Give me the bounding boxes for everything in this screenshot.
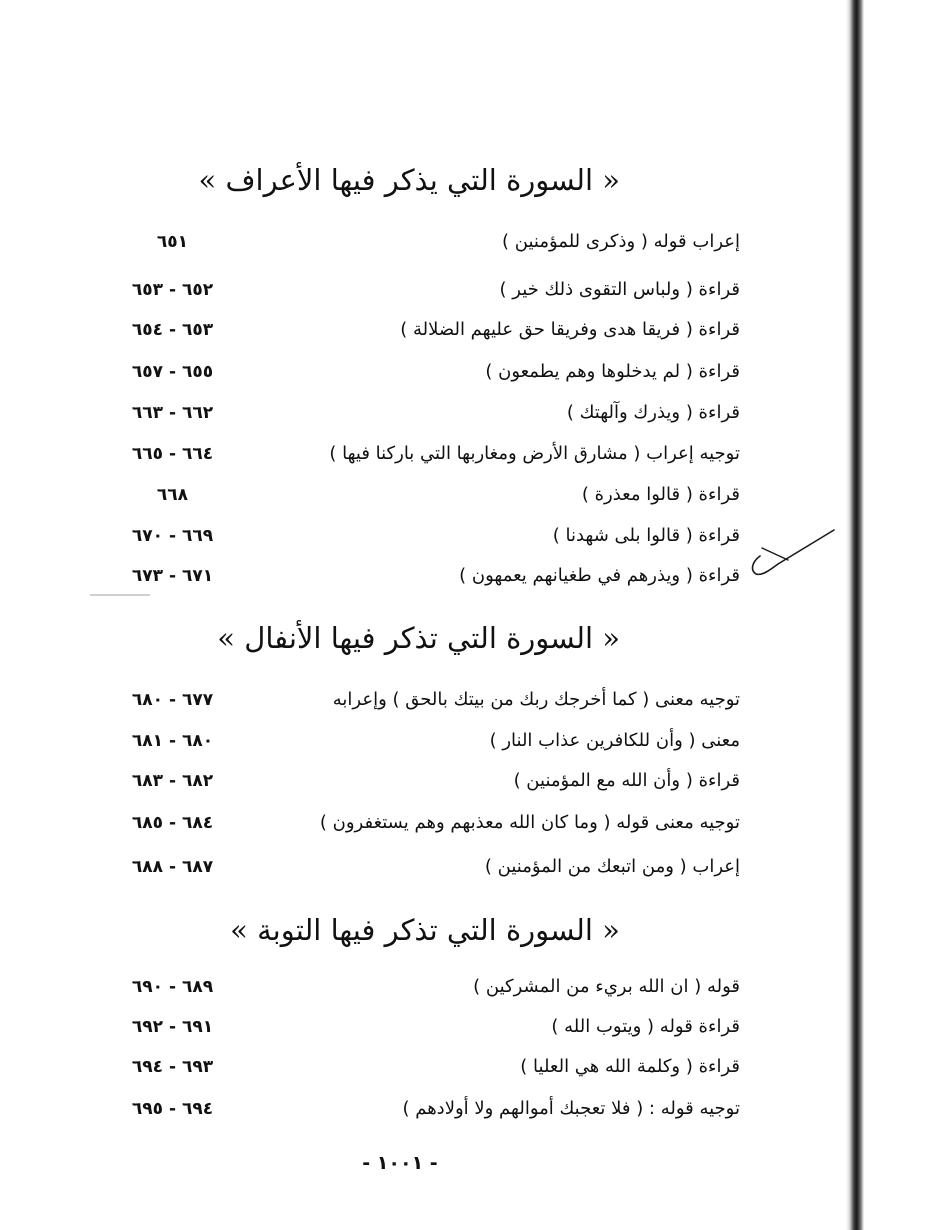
handwritten-checkmark-icon [748, 518, 843, 583]
scan-speck [90, 594, 150, 596]
page-number: - ١٠٠١ - [362, 1152, 438, 1174]
entry-text: توجيه معنى قوله ( وما كان الله معذبهم وهم يستغفرون ) [319, 812, 740, 833]
entry-pages: ٦٨٤ - ٦٨٥ [131, 813, 214, 833]
entry-text: إعراب ( ومن اتبعك من المؤمنين ) [484, 856, 740, 877]
entry-pages: ٦٦٨ [156, 485, 189, 505]
section-heading-tawba: « السورة التي تذكر فيها التوبة » [230, 913, 620, 947]
entry-text: قراءة ( قالوا بلى شهدنا ) [552, 525, 740, 546]
entry-text: توجيه قوله : ( فلا تعجبك أموالهم ولا أولادهم ) [402, 1098, 740, 1119]
entry-pages: ٦٩١ - ٦٩٢ [131, 1017, 214, 1037]
entry-pages: ٦٥٣ - ٦٥٤ [131, 320, 214, 340]
entry-text: معنى ( وأن للكافرين عذاب النار ) [489, 730, 740, 751]
entry-text: قراءة ( ويذرك وآلهتك ) [566, 402, 740, 423]
entry-pages: ٦٦٤ - ٦٦٥ [131, 444, 214, 464]
entry-pages: ٦٨٩ - ٦٩٠ [131, 977, 214, 997]
entry-pages: ٦٩٤ - ٦٩٥ [131, 1099, 214, 1119]
entry-text: قوله ( ان الله بريء من المشركين ) [473, 976, 740, 997]
section-heading-anfal: « السورة التي تذكر فيها الأنفال » [217, 621, 620, 655]
entry-text: قراءة ( وكلمة الله هي العليا ) [520, 1056, 740, 1077]
entry-pages: ٦٦٢ - ٦٦٣ [131, 403, 214, 423]
entry-text: قراءة ( فريقا هدى وفريقا حق عليهم الضلالة ) [400, 319, 740, 340]
entry-pages: ٦٥٥ - ٦٥٧ [131, 362, 214, 382]
entry-pages: ٦٨٢ - ٦٨٣ [131, 771, 214, 791]
entry-text: توجيه إعراب ( مشارق الأرض ومغاربها التي باركنا فيها ) [329, 443, 740, 464]
entry-pages: ٦٥١ [156, 232, 189, 252]
entry-pages: ٦٧٧ - ٦٨٠ [131, 690, 214, 710]
entry-text: توجيه معنى ( كما أخرجك ربك من بيتك بالحق ) وإعرابه [332, 689, 740, 710]
entry-pages: ٦٦٩ - ٦٧٠ [131, 526, 214, 546]
entry-pages: ٦٥٢ - ٦٥٣ [131, 280, 214, 300]
entry-pages: ٦٨٧ - ٦٨٨ [131, 857, 214, 877]
entry-text: إعراب قوله ( وذكرى للمؤمنين ) [502, 231, 740, 252]
entry-pages: ٦٩٣ - ٦٩٤ [131, 1057, 214, 1077]
entry-pages: ٦٧١ - ٦٧٣ [131, 566, 214, 586]
entry-text: قراءة ( ويذرهم في طغيانهم يعمهون ) [459, 565, 740, 586]
entry-text: قراءة ( لم يدخلوها وهم يطمعون ) [485, 361, 740, 382]
page-binding-edge [846, 0, 864, 1230]
entry-pages: ٦٨٠ - ٦٨١ [131, 731, 214, 751]
entry-text: قراءة قوله ( ويتوب الله ) [551, 1016, 740, 1037]
entry-text: قراءة ( قالوا معذرة ) [581, 484, 740, 505]
section-heading-aaraf: « السورة التي يذكر فيها الأعراف » [198, 163, 620, 197]
entry-text: قراءة ( ولباس التقوى ذلك خير ) [499, 279, 740, 300]
entry-text: قراءة ( وأن الله مع المؤمنين ) [513, 770, 740, 791]
